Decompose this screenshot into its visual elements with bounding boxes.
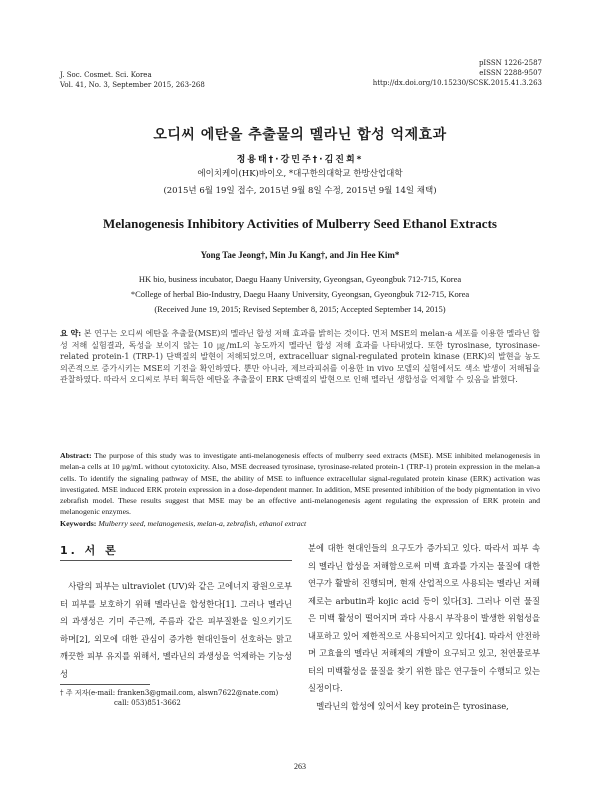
title-korean: 오디씨 에탄올 추출물의 멜라닌 합성 억제효과 <box>153 127 447 143</box>
abstract-korean <box>60 328 540 386</box>
body-right-paragraph-1: 분에 대한 현대인들의 요구도가 증가되고 있다. 따라서 피부 속의 멜라닌 합성을 저해함으로써 미백 효과를 가지는 물질에 대한 연구가 활발히 진행되며, 현재 산업적으로 사용되는 멜라닌 저해제로는 arbutin과 kojic acid 등이 있다[3]. 그러나 이런 물질은 미백 활성이 떨어지며 과다 사용시 부작용이 발생한 위험성을 내포하고 있어 제한적으로 사용되어지고 있다[4]. 따라서 안전하며 고효율의 멜라닌 저해제의 개발이 요구되고 있고, 천연물로부터의 미백활성을 물질을 찾기 위한 많은 연구들이 수행되고 있는 실정이다. <box>308 543 540 693</box>
abstract-korean-text: 본 연구는 오디씨 에탄올 추출물(MSE)의 멜라닌 합성 저해 효과를 밝히는 것이다. 먼저 MSE의 melan-a 세포를 이용한 멜라닌 합성 저해 실험결과, 독성을 보이지 않는 10 ㎍/mL의 농도까지 멜라닌 합성 저해 효과를 나타내었다. 또한 tyrosinase, tyrosinase-related protein-1 (TRP-1) 단백질의 발현이 저해되었으며, extracelluar signal-regulated protein kinase (ERK)의 발현을 농도 의존적으로 증가시키는 MSE의 기전을 확인하였다. 뿐만 아니라, 제브라피쉬를 이용한 in vivo 모델의 실험에서도 색소 발생이 저해됨을 관찰하였다. 따라서 오디씨로 부터 획득한 에탄올 추출물이 ERK 단백질의 발현으로 인해 멜라닌 생합성을 억제할 수 있음을 밝혔다. <box>60 329 540 385</box>
dates-english: (Received June 19, 2015; Revised September 8, 2015; Accepted September 14, 2015) <box>154 304 446 314</box>
section-title-introduction: 1. 서 론 <box>60 544 119 557</box>
title-english: Melanogenesis Inhibitory Activities of Mulberry Seed Ethanol Extracts <box>103 216 497 231</box>
body-right-column <box>308 540 540 715</box>
keywords-label: Keywords: <box>60 519 97 528</box>
authors-korean: 정용태†·강민주†·김진희* <box>236 155 364 165</box>
abstract-english-text: The purpose of this study was to investigate anti-melanogenesis effects of mulberry seed extracts (MSE). MSE inhibited melanogenesis in melan-a cells at 10 μg/mL without cytotoxicity. Also, MSE decreased tyrosinase, tyrosinase-related protein-1 (TRP-1) protein expression in the melan-a cells. To identify the signaling pathway of MSE, the ability of MSE to influence extracellular signal-regulated protein kinase (ERK) activation was investigated. MSE induced ERK protein expression in a dose-dependent manner. In addition, MSE presented inhibition of the body pigmentation in vivo zebrafish model. These results suggest that MSE may be an effective anti-melanogenesis agent regulating the expression of ERK protein and melanogenic enzymes. <box>60 451 540 517</box>
abstract-english <box>60 450 540 518</box>
affiliation-korean <box>0 166 600 200</box>
body-left-column <box>60 578 292 683</box>
keywords <box>60 518 540 529</box>
body-left-paragraph: 사람의 피부는 ultraviolet (UV)와 같은 고에너지 광원으로부터 피부를 보호하기 위해 멜라닌을 합성한다[1]. 그러나 멜라닌의 과생성은 기미 주근깨, 주름과 같은 피부질환을 일으키기도 하며[2], 외모에 대한 관심이 증가한 현대인들이 선호하는 맑고 깨끗한 피부 유지를 위해서, 멜라닌의 과생성을 억제하는 기능성 성 <box>60 581 292 679</box>
page-number: 263 <box>294 762 306 771</box>
affiliation-english <box>0 272 600 317</box>
doi-link[interactable]: http://dx.doi.org/10.15230/SCSK.2015.41.3.263 <box>372 79 542 87</box>
pissn: pISSN 1226-2587 <box>478 59 542 67</box>
affiliation-english-2: *College of herbal Bio-Industry, Daegu Haany University, Gyeongsan, Gyeongbuk 712-715, Korea <box>130 289 470 299</box>
journal-name: J. Soc. Cosmet. Sci. Korea <box>60 71 152 79</box>
footnote-call: call: 053)851-3662 <box>114 699 181 707</box>
keywords-text: Mulberry seed, melanogenesis, melan-a, zebrafish, ethanol extract <box>96 519 307 528</box>
footnote <box>60 688 292 708</box>
dates-korean: (2015년 6월 19일 접수, 2015년 9월 8일 수정, 2015년 9월 14일 채택) <box>163 186 437 196</box>
affiliation-english-1: HK bio, business incubator, Daegu Haany University, Gyeongsan, Gyeongbuk 712-715, Korea <box>138 274 462 284</box>
header-left <box>60 70 205 90</box>
authors-english: Yong Tae Jeong†, Min Ju Kang†, and Jin Hee Kim* <box>200 250 400 260</box>
abstract-korean-label: 요 약: <box>60 328 82 338</box>
eissn: eISSN 2288-9507 <box>479 69 542 77</box>
body-right-paragraph-2: 멜라닌의 합성에 있어서 key protein은 tyrosinase, <box>316 700 509 711</box>
journal-volume: Vol. 41, No. 3, September 2015, 263-268 <box>60 81 205 89</box>
footnote-divider <box>60 684 150 685</box>
header-right <box>373 58 542 88</box>
abstract-english-label: Abstract: <box>60 451 92 460</box>
affiliation-korean-line: 에이치케이(HK)바이오, *대구한의대학교 한방산업대학 <box>197 169 403 179</box>
footnote-author-email: † 주 저자(e-mail: franken3@gmail.com, alswn7622@nate.com) <box>60 689 279 697</box>
section-title-underline <box>60 560 292 561</box>
